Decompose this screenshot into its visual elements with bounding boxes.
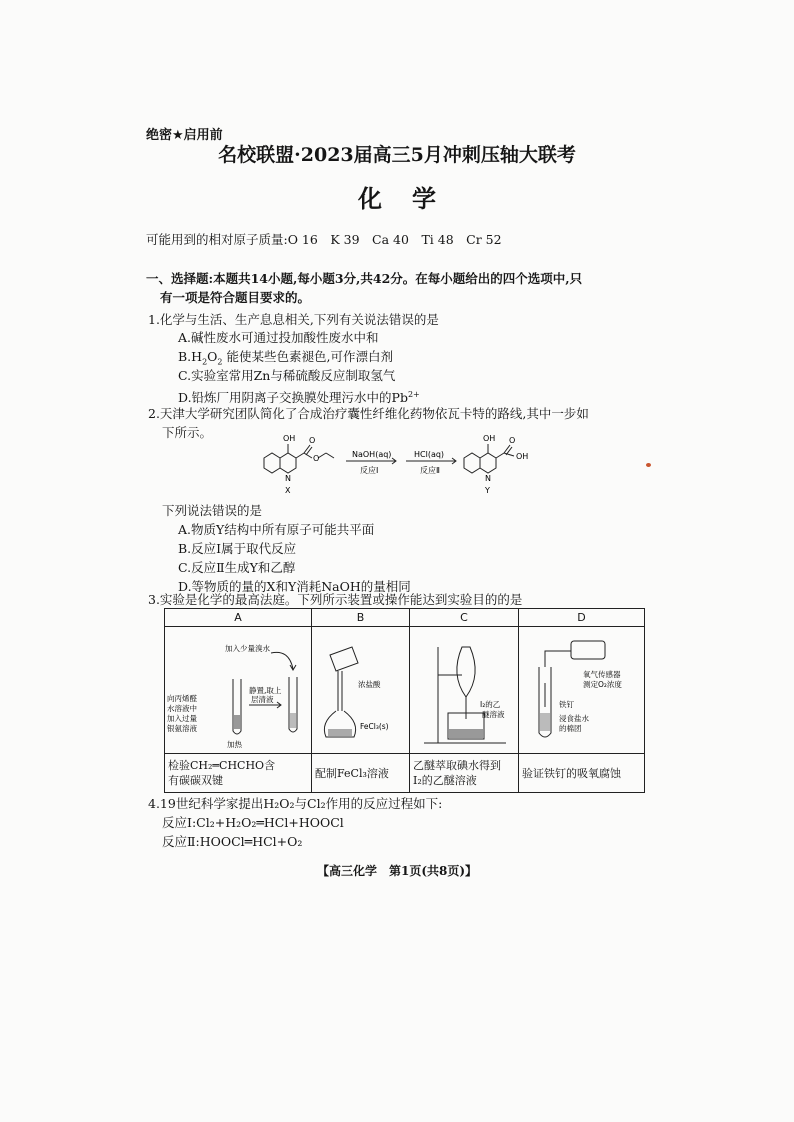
- q2-option-b: B.反应Ⅰ属于取代反应: [178, 541, 297, 556]
- ink-spot: [646, 463, 651, 467]
- caption-d: 验证铁钉的吸氧腐蚀: [519, 754, 645, 793]
- d-nail-label: 铁钉: [559, 700, 574, 709]
- y-carbonyl-o: O: [509, 436, 516, 445]
- a-add-bromine-label: 加入少量溴水: [225, 644, 270, 653]
- x-pyridine-ring: [280, 453, 296, 473]
- x-benzene-ring: [264, 453, 280, 473]
- a-left-line3: 加入过量: [167, 714, 197, 723]
- col-header-d: D: [519, 609, 645, 627]
- section-heading-line1: 一、选择题:本题共14小题,每小题3分,共42分。在每小题给出的四个选项中,只: [146, 271, 583, 286]
- x-oh-label: OH: [283, 434, 296, 443]
- a-left-line2: 水溶液中: [167, 704, 197, 713]
- y-n-label: N: [485, 474, 491, 483]
- c-i2-label-line2: 醚溶液: [482, 710, 505, 719]
- cell-apparatus-d: [519, 627, 645, 754]
- d-sensor-line2: 测定O₂浓度: [583, 680, 622, 689]
- d-cotton-line2: 的棉团: [559, 724, 582, 733]
- apparatus-d-figure: [519, 627, 644, 750]
- apparatus-a-figure: [165, 627, 311, 750]
- cell-apparatus-c: [410, 627, 519, 754]
- a-heat-label: 加热: [227, 740, 242, 749]
- reaction-step-1: 反应Ⅰ: [360, 466, 379, 475]
- q2-option-d: D.等物质的量的X和Y消耗NaOH的量相同: [178, 579, 411, 594]
- x-ester-o: O: [313, 454, 320, 463]
- b-fecl3-label: FeCl₃(s): [360, 722, 389, 731]
- col-header-b: B: [312, 609, 410, 627]
- q2-option-c: C.反应Ⅱ生成Y和乙醇: [178, 560, 296, 575]
- caption-b: 配制FeCl₃溶液: [312, 754, 410, 793]
- q1-option-a: A.碱性废水可通过投加酸性废水中和: [178, 330, 379, 345]
- y-pyridine-ring: [480, 453, 496, 473]
- q4-reaction-1: 反应Ⅰ:Cl₂+H₂O₂═HCl+HOOCl: [162, 815, 344, 830]
- reaction-scheme: [256, 428, 556, 500]
- reaction-step-2: 反应Ⅱ: [420, 466, 440, 475]
- section-heading-line2: 有一项是符合题目要求的。: [160, 290, 311, 305]
- section-heading: [146, 269, 666, 307]
- q1-stem: 1.化学与生活、生产息息相关,下列有关说法错误的是: [148, 312, 439, 327]
- reagent-naoh: NaOH(aq): [352, 450, 392, 459]
- y-oh-label: OH: [483, 434, 496, 443]
- cell-apparatus-b: [312, 627, 410, 754]
- subject-title: 化学: [358, 184, 466, 213]
- a-separate-line2: 层清液: [251, 695, 274, 704]
- q1-option-c: C.实验室常用Zn与稀硫酸反应制取氢气: [178, 368, 396, 383]
- q1-option-b: $B.H_2O_2$ 能使某些色素褪色,可作漂白剂: [178, 349, 393, 367]
- y-compound-label: Y: [485, 486, 490, 495]
- experiment-table: [164, 608, 645, 793]
- d-sensor-line1: 氧气传感器: [583, 670, 621, 679]
- page-footer: 【高三化学 第1页(共8页)】: [316, 864, 478, 878]
- caption-c: 乙醚萃取碘水得到 I₂的乙醚溶液: [410, 754, 519, 793]
- q1-option-d: D.铅炼厂用阴离子交换膜处理污水中的$Pb^{2+}$: [178, 390, 420, 406]
- q2-prompt: 下列说法错误的是: [162, 503, 263, 518]
- y-benzene-ring: [464, 453, 480, 473]
- x-carbonyl-o: O: [309, 436, 316, 445]
- q4-stem: 4.19世纪科学家提出H₂O₂与Cl₂作用的反应过程如下:: [148, 796, 443, 811]
- caption-a: 检验CH₂═CHCHO含 有碳碳双键: [165, 754, 312, 793]
- reagent-hcl: HCl(aq): [414, 450, 445, 459]
- b-hcl-label: 浓盐酸: [358, 680, 381, 689]
- apparatus-c-figure: [410, 627, 518, 750]
- col-header-a: A: [165, 609, 312, 627]
- atomic-masses: 可能用到的相对原子质量:O 16 K 39 Ca 40 Ti 48 Cr 52: [146, 232, 502, 247]
- q3-stem: 3.实验是化学的最高法庭。下列所示装置或操作能达到实验目的的是: [148, 592, 523, 607]
- a-left-line4: 银氨溶液: [167, 724, 197, 733]
- q2-stem-line1: 2.天津大学研究团队简化了合成治疗囊性纤维化药物依瓦卡特的路线,其中一步如: [148, 406, 589, 421]
- confidential-mark: 绝密★启用前: [146, 128, 223, 143]
- a-separate-line1: 静置,取上: [249, 686, 282, 695]
- col-header-c: C: [410, 609, 519, 627]
- x-compound-label: X: [285, 486, 291, 495]
- y-acid-oh: OH: [516, 452, 529, 461]
- x-n-label: N: [285, 474, 291, 483]
- q4-reaction-2: 反应Ⅱ:HOOCl═HCl+O₂: [162, 834, 303, 849]
- q2-stem-line2: 下所示。: [162, 425, 213, 440]
- oxygen-sensor-box: [571, 641, 605, 659]
- apparatus-b-figure: [312, 627, 409, 750]
- a-left-line1: 向丙烯醛: [167, 694, 197, 703]
- c-i2-label-line1: I₂的乙: [480, 700, 501, 709]
- q2-option-a: A.物质Y结构中所有原子可能共平面: [178, 522, 375, 537]
- d-cotton-line1: 浸食盐水: [559, 714, 589, 723]
- cell-apparatus-a: [165, 627, 312, 754]
- exam-title: 名校联盟·2023届高三5月冲刺压轴大联考: [218, 144, 576, 166]
